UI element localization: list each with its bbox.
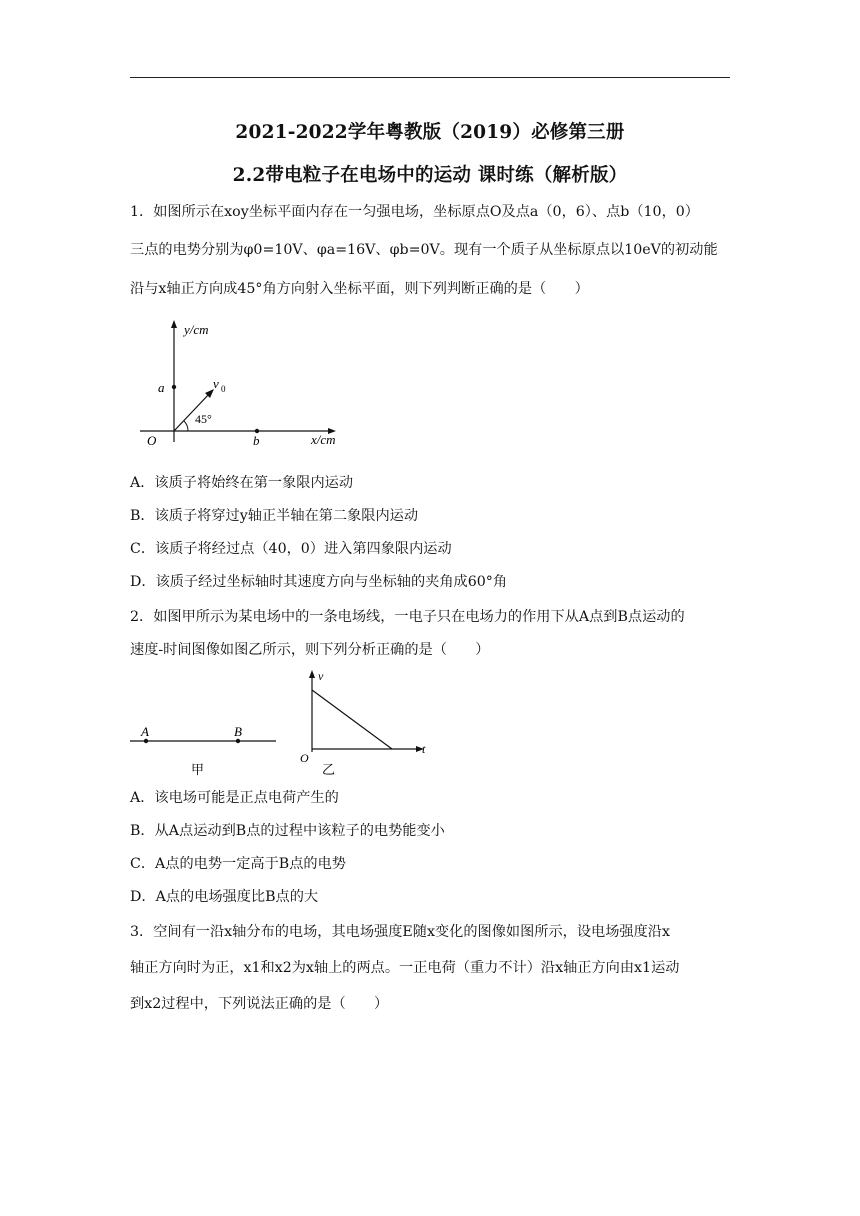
q1-option-a[interactable]: A．该质子将始终在第一象限内运动	[130, 475, 354, 491]
q1-coordinate-figure	[130, 318, 370, 450]
q3-stem-line2: 轴正方向时为正，x1和x2为x轴上的两点。一正电荷（重力不计）沿x轴正方向由x1运动	[130, 960, 680, 976]
point-b-label: B	[234, 724, 242, 739]
q1-stem-line2: 三点的电势分别为φ0=10V、φa=16V、φb=0V。现有一个质子从坐标原点以10eV的初动能	[130, 242, 718, 258]
figure-caption-jia: 甲	[191, 762, 205, 777]
q2-option-d[interactable]: D．A点的电场强度比B点的大	[130, 889, 319, 905]
q2-stem-line1: 2．如图甲所示为某电场中的一条电场线，一电子只在电场力的作用下从A点到B点运动的	[130, 609, 685, 625]
q1-option-d[interactable]: D．该质子经过坐标轴时其速度方向与坐标轴的夹角成60°角	[130, 574, 508, 590]
t-axis-label: t	[422, 742, 426, 756]
point-b-label: b	[253, 433, 260, 448]
document-subtitle: 2.2带电粒子在电场中的运动 课时练（解析版）	[232, 165, 628, 186]
q2-option-c[interactable]: C．A点的电势一定高于B点的电势	[130, 856, 346, 872]
y-axis-label: y/cm	[184, 322, 209, 337]
q2-option-a[interactable]: A．该电场可能是正点电荷产生的	[130, 790, 339, 806]
origin-label: O	[147, 433, 157, 448]
document-title: 2021-2022学年粤教版（2019）必修第三册	[235, 122, 625, 143]
q3-stem-line1: 3．空间有一沿x轴分布的电场，其电场强度E随x变化的图像如图所示，设电场强度沿x	[130, 924, 670, 940]
q1-stem-line3: 沿与x轴正方向成45°角方向射入坐标平面，则下列判断正确的是（ ）	[130, 281, 589, 297]
q2-velocity-time-graph	[296, 668, 436, 780]
q2-option-b[interactable]: B．从A点运动到B点的过程中该粒子的电势能变小	[130, 823, 445, 839]
point-a-label: A	[141, 724, 149, 739]
figure-caption-yi: 乙	[322, 762, 336, 777]
q2-stem-line2: 速度-时间图像如图乙所示，则下列分析正确的是（ ）	[130, 642, 490, 658]
q1-stem-line1: 1．如图所示在xoy坐标平面内存在一匀强电场，坐标原点O及点a（0，6）、点b（10，0）	[130, 204, 699, 220]
velocity-label: v	[213, 376, 219, 391]
x-axis-label: x/cm	[311, 432, 336, 447]
header-rule	[130, 77, 730, 78]
q1-option-c[interactable]: C．该质子将经过点（40，0）进入第四象限内运动	[130, 541, 452, 557]
q3-stem-line3: 到x2过程中，下列说法正确的是（ ）	[130, 996, 389, 1012]
point-a-dot	[172, 385, 176, 389]
angle-label: 45°	[195, 412, 212, 426]
q2-field-line-figure	[128, 722, 280, 780]
origin-label: O	[300, 751, 309, 765]
velocity-subscript: 0	[221, 384, 226, 394]
q1-option-b[interactable]: B．该质子将穿过y轴正半轴在第二象限内运动	[130, 508, 419, 524]
point-a-label: a	[158, 380, 165, 395]
v-axis-label: v	[318, 669, 324, 683]
